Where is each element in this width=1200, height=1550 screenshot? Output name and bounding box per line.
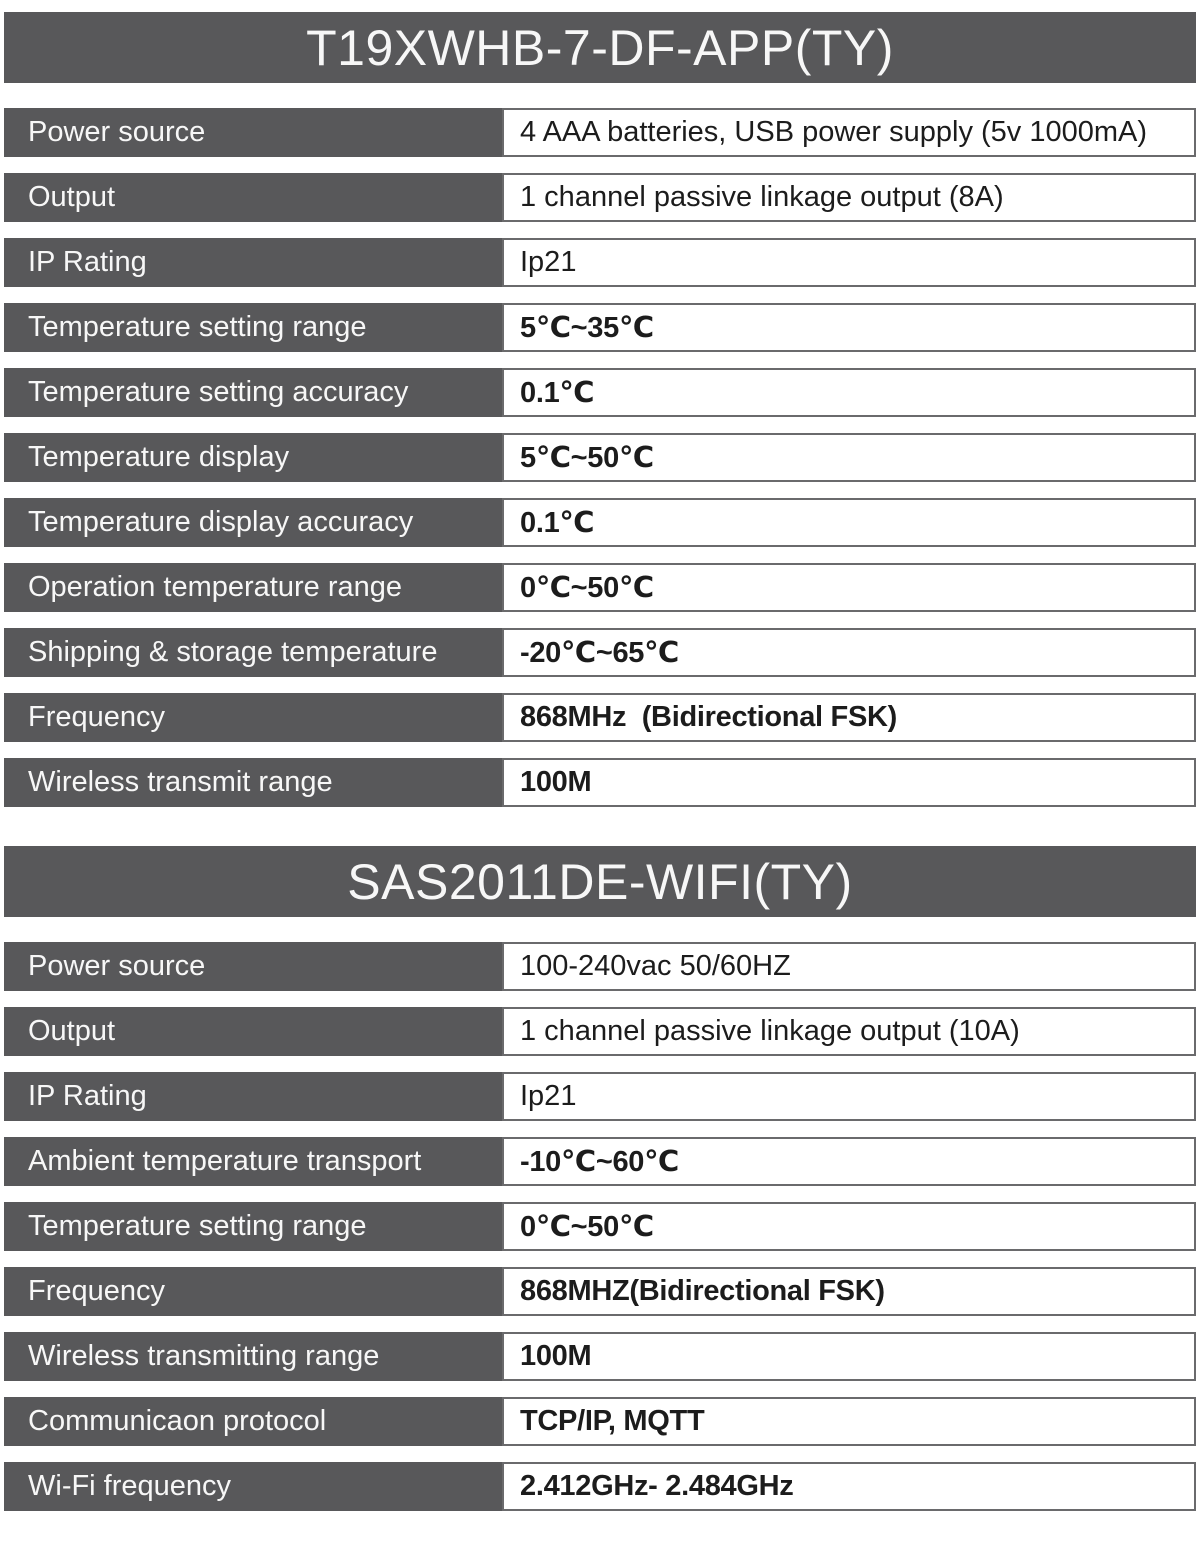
row-value: 5℃~50℃ xyxy=(502,433,1196,482)
row-value: Ip21 xyxy=(502,1072,1196,1121)
row-value: 868MHz (Bidirectional FSK) xyxy=(502,693,1196,742)
row-value: TCP/IP, MQTT xyxy=(502,1397,1196,1446)
spec-row xyxy=(4,1462,1196,1511)
row-value: -20℃~65℃ xyxy=(502,628,1196,677)
row-value: 100-240vac 50/60HZ xyxy=(502,942,1196,991)
spec-row xyxy=(4,303,1196,352)
row-label: Frequency xyxy=(4,1267,502,1316)
row-value: 5℃~35℃ xyxy=(502,303,1196,352)
row-label: Temperature setting range xyxy=(4,303,502,352)
row-label: Output xyxy=(4,1007,502,1056)
row-value: 0℃~50℃ xyxy=(502,563,1196,612)
table-t19xwhb xyxy=(4,12,1196,807)
row-value: 100M xyxy=(502,758,1196,807)
row-label: Temperature display xyxy=(4,433,502,482)
row-value: 1 channel passive linkage output (10A) xyxy=(502,1007,1196,1056)
row-label: Wireless transmit range xyxy=(4,758,502,807)
row-value: 4 AAA batteries, USB power supply (5v 1000mA) xyxy=(502,108,1196,157)
spec-row xyxy=(4,238,1196,287)
row-label: Power source xyxy=(4,108,502,157)
row-label: Temperature setting accuracy xyxy=(4,368,502,417)
spec-row xyxy=(4,758,1196,807)
row-value: 0.1℃ xyxy=(502,368,1196,417)
row-value: 868MHZ(Bidirectional FSK) xyxy=(502,1267,1196,1316)
spec-row xyxy=(4,628,1196,677)
spec-row xyxy=(4,1072,1196,1121)
spec-row xyxy=(4,1202,1196,1251)
table-rows-t19xwhb xyxy=(4,108,1196,807)
row-label: Shipping & storage temperature xyxy=(4,628,502,677)
row-label: Output xyxy=(4,173,502,222)
spec-row xyxy=(4,108,1196,157)
table-title-sas2011de: SAS2011DE-WIFI(TY) xyxy=(4,846,1196,917)
row-value: -10℃~60℃ xyxy=(502,1137,1196,1186)
row-value: 0.1℃ xyxy=(502,498,1196,547)
row-label: Operation temperature range xyxy=(4,563,502,612)
row-label: Wi-Fi frequency xyxy=(4,1462,502,1511)
spec-row xyxy=(4,433,1196,482)
row-label: Frequency xyxy=(4,693,502,742)
table-title-t19xwhb: T19XWHB-7-DF-APP(TY) xyxy=(4,12,1196,83)
spec-row xyxy=(4,942,1196,991)
spec-row xyxy=(4,368,1196,417)
table-rows-sas2011de xyxy=(4,942,1196,1511)
row-label: Temperature setting range xyxy=(4,1202,502,1251)
row-label: IP Rating xyxy=(4,238,502,287)
row-label: Temperature display accuracy xyxy=(4,498,502,547)
spec-row xyxy=(4,173,1196,222)
row-label: Communicaon protocol xyxy=(4,1397,502,1446)
spec-row xyxy=(4,1397,1196,1446)
row-value: Ip21 xyxy=(502,238,1196,287)
spec-row xyxy=(4,498,1196,547)
row-label: Ambient temperature transport xyxy=(4,1137,502,1186)
spec-row xyxy=(4,1137,1196,1186)
row-label: IP Rating xyxy=(4,1072,502,1121)
table-sas2011de xyxy=(4,846,1196,1511)
spec-row xyxy=(4,1267,1196,1316)
spec-row xyxy=(4,693,1196,742)
row-label: Wireless transmitting range xyxy=(4,1332,502,1381)
spec-row xyxy=(4,1007,1196,1056)
row-label: Power source xyxy=(4,942,502,991)
row-value: 100M xyxy=(502,1332,1196,1381)
spec-row xyxy=(4,1332,1196,1381)
row-value: 1 channel passive linkage output (8A) xyxy=(502,173,1196,222)
spec-row xyxy=(4,563,1196,612)
row-value: 2.412GHz- 2.484GHz xyxy=(502,1462,1196,1511)
row-value: 0℃~50℃ xyxy=(502,1202,1196,1251)
